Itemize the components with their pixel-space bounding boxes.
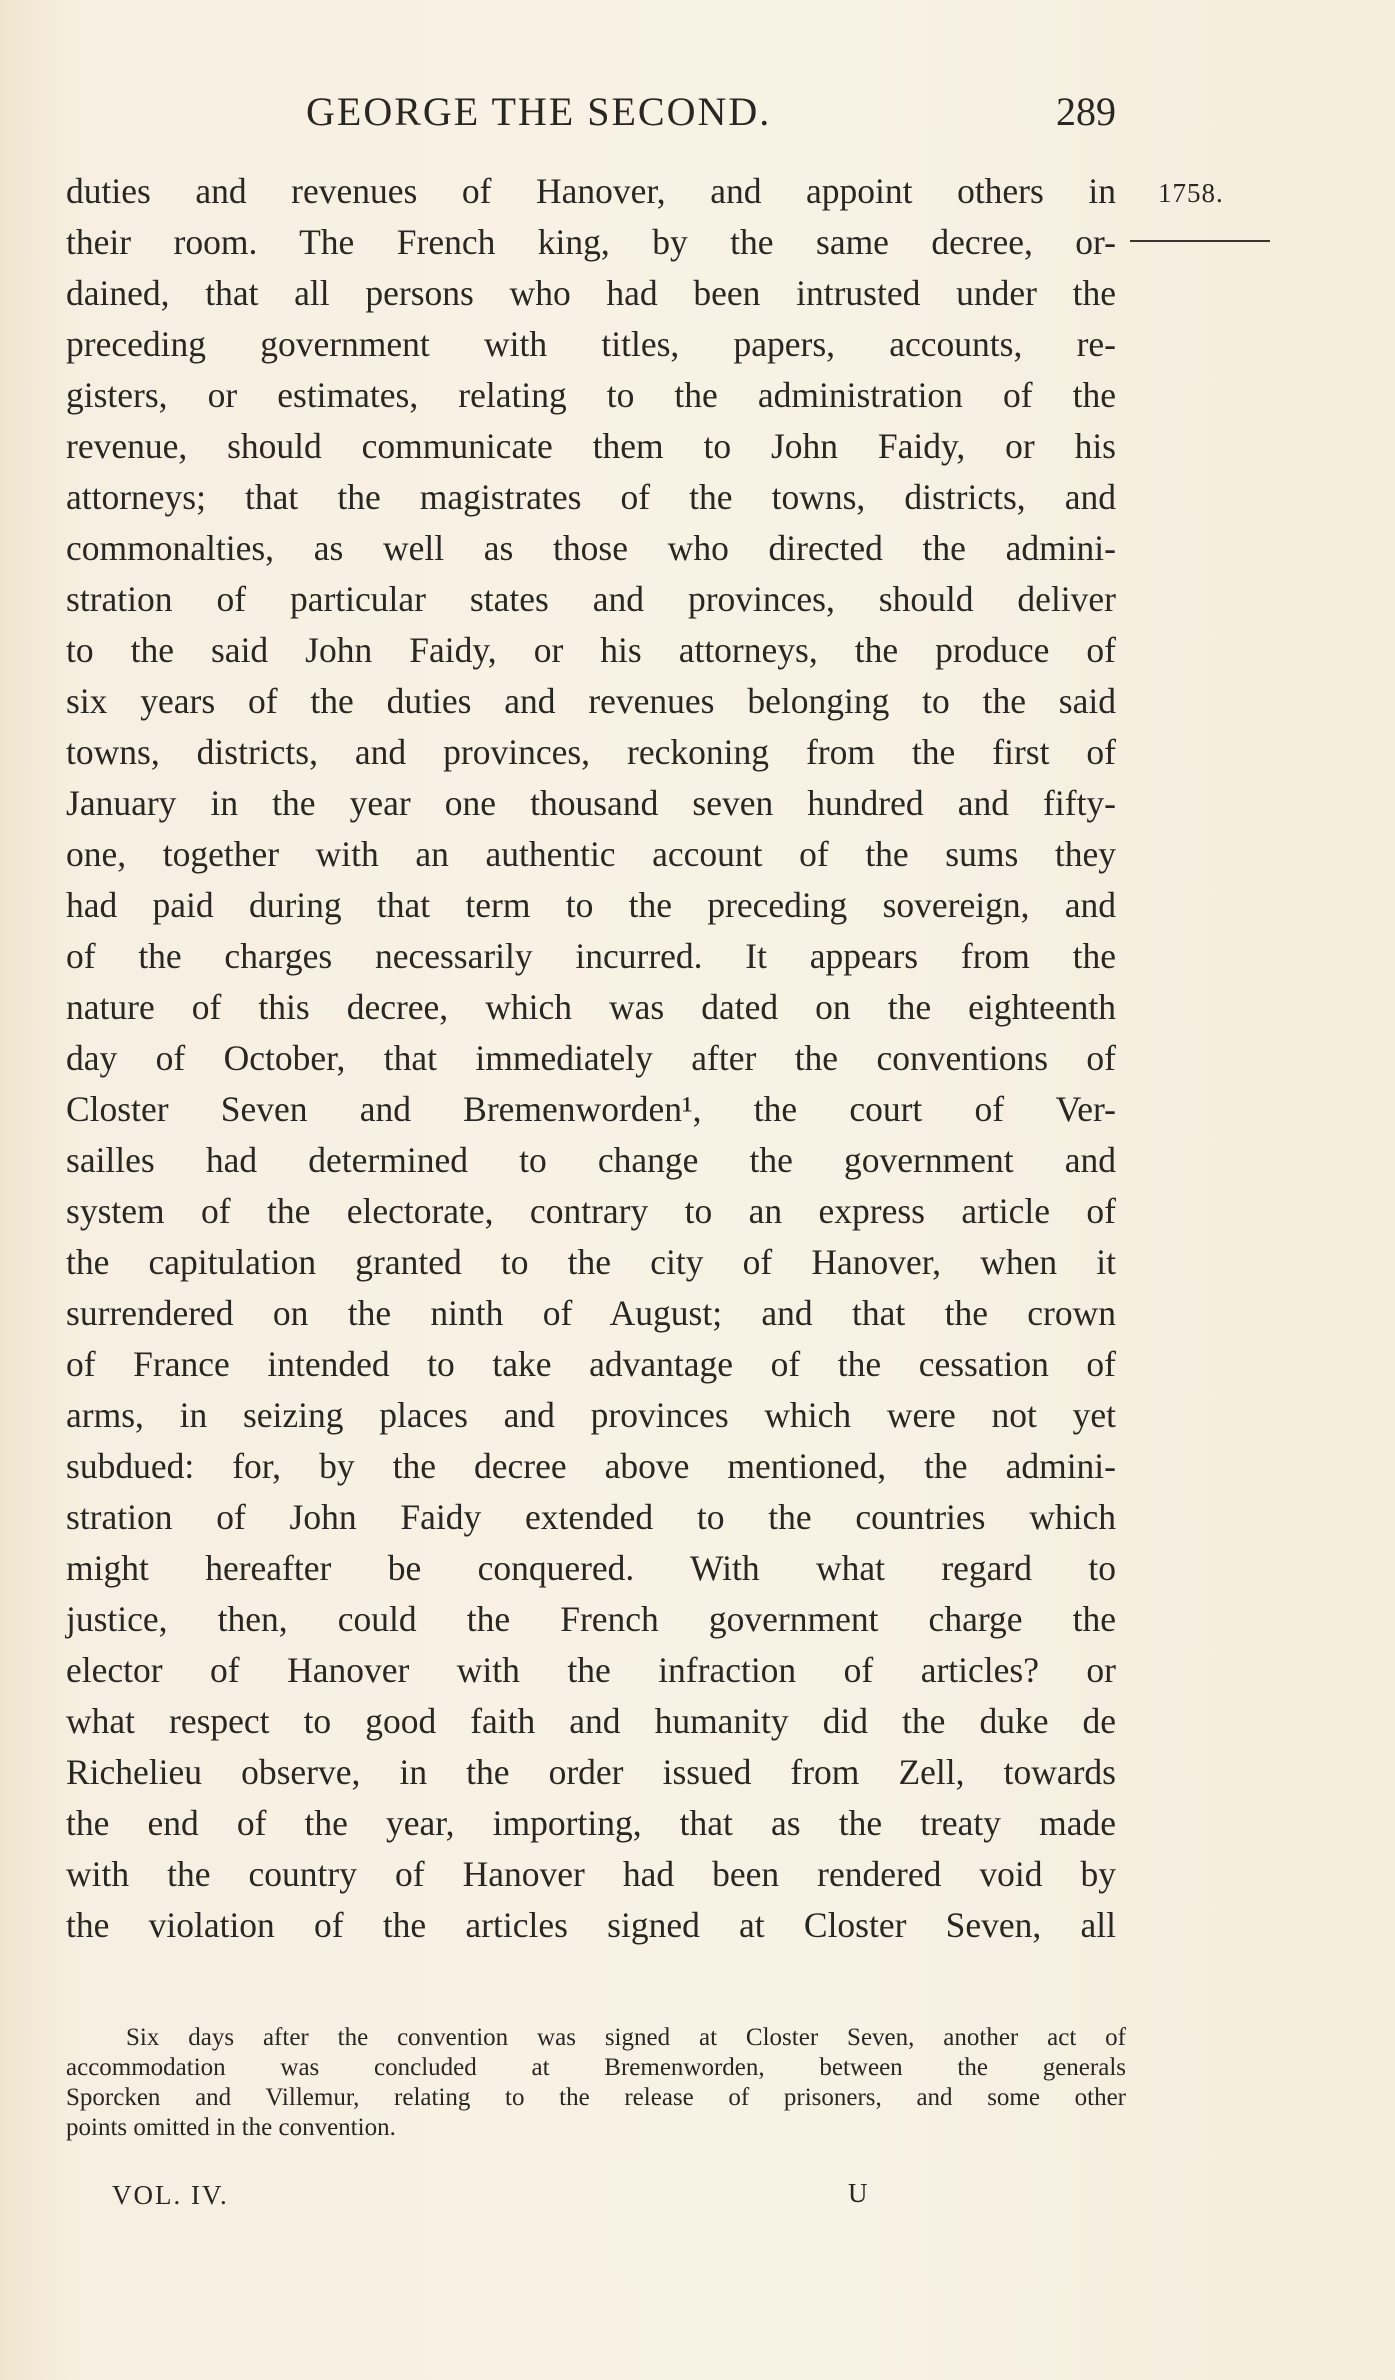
body-line: dained, that all persons who had been intrusted under the [66,273,1116,313]
body-line: surrendered on the ninth of August; and that the crown [66,1293,1116,1333]
volume-signature: VOL. IV. [112,2180,229,2210]
page-header [66,88,1116,148]
body-line: what respect to good faith and humanity did the duke de [66,1701,1116,1741]
body-line: justice, then, could the French government charge the [66,1599,1116,1639]
body-line: gisters, or estimates, relating to the administration of the [66,375,1116,415]
body-line: day of October, that immediately after the conventions of [66,1038,1116,1078]
body-line: their room. The French king, by the same decree, or- [66,222,1116,262]
body-line: to the said John Faidy, or his attorneys, the produce of [66,630,1116,670]
body-line: elector of Hanover with the infraction of articles? or [66,1650,1116,1690]
body-line: stration of John Faidy extended to the countries which [66,1497,1116,1537]
footnote-line: Six days after the convention was signed at Closter Seven, another act of [126,2024,1126,2051]
body-line: attorneys; that the magistrates of the towns, districts, and [66,477,1116,517]
body-line: subdued: for, by the decree above mentioned, the admini- [66,1446,1116,1486]
page-number: 289 [1056,89,1116,134]
running-title: GEORGE THE SECOND. [306,89,772,134]
body-line: had paid during that term to the preceding sovereign, and [66,885,1116,925]
body-line: nature of this decree, which was dated on the eighteenth [66,987,1116,1027]
body-line: commonalties, as well as those who directed the admini- [66,528,1116,568]
body-line: towns, districts, and provinces, reckoning from the first of [66,732,1116,772]
body-line: with the country of Hanover had been rendered void by [66,1854,1116,1894]
footnote [66,2023,1126,2143]
body-line: arms, in seizing places and provinces which were not yet [66,1395,1116,1435]
body-line: sailles had determined to change the government and [66,1140,1116,1180]
footnote-line: points omitted in the convention. [66,2114,396,2141]
body-line: the end of the year, importing, that as the treaty made [66,1803,1116,1843]
body-line: January in the year one thousand seven hundred and fifty- [66,783,1116,823]
body-line: the violation of the articles signed at Closter Seven, all [66,1905,1116,1945]
sheet-mark: U [848,2178,868,2208]
body-line: the capitulation granted to the city of Hanover, when it [66,1242,1116,1282]
body-line: system of the electorate, contrary to an express article of [66,1191,1116,1231]
body-line: stration of particular states and provinces, should deliver [66,579,1116,619]
body-line: duties and revenues of Hanover, and appoint others in [66,171,1116,211]
body-line: one, together with an authentic account of the sums they [66,834,1116,874]
body-text [66,166,1116,1951]
body-line: might hereafter be conquered. With what regard to [66,1548,1116,1588]
body-line: Closter Seven and Bremenworden¹, the court of Ver- [66,1089,1116,1129]
margin-rule [1130,240,1270,242]
body-line: revenue, should communicate them to John Faidy, or his [66,426,1116,466]
body-line: of France intended to take advantage of the cessation of [66,1344,1116,1384]
footnote-line: Sporcken and Villemur, relating to the release of prisoners, and some other [66,2084,1126,2111]
body-line: Richelieu observe, in the order issued from Zell, towards [66,1752,1116,1792]
footnote-line: accommodation was concluded at Bremenworden, between the generals [66,2054,1126,2081]
margin-year: 1758. [1158,178,1224,208]
body-line: preceding government with titles, papers, accounts, re- [66,324,1116,364]
body-line: six years of the duties and revenues belonging to the said [66,681,1116,721]
body-line: of the charges necessarily incurred. It appears from the [66,936,1116,976]
